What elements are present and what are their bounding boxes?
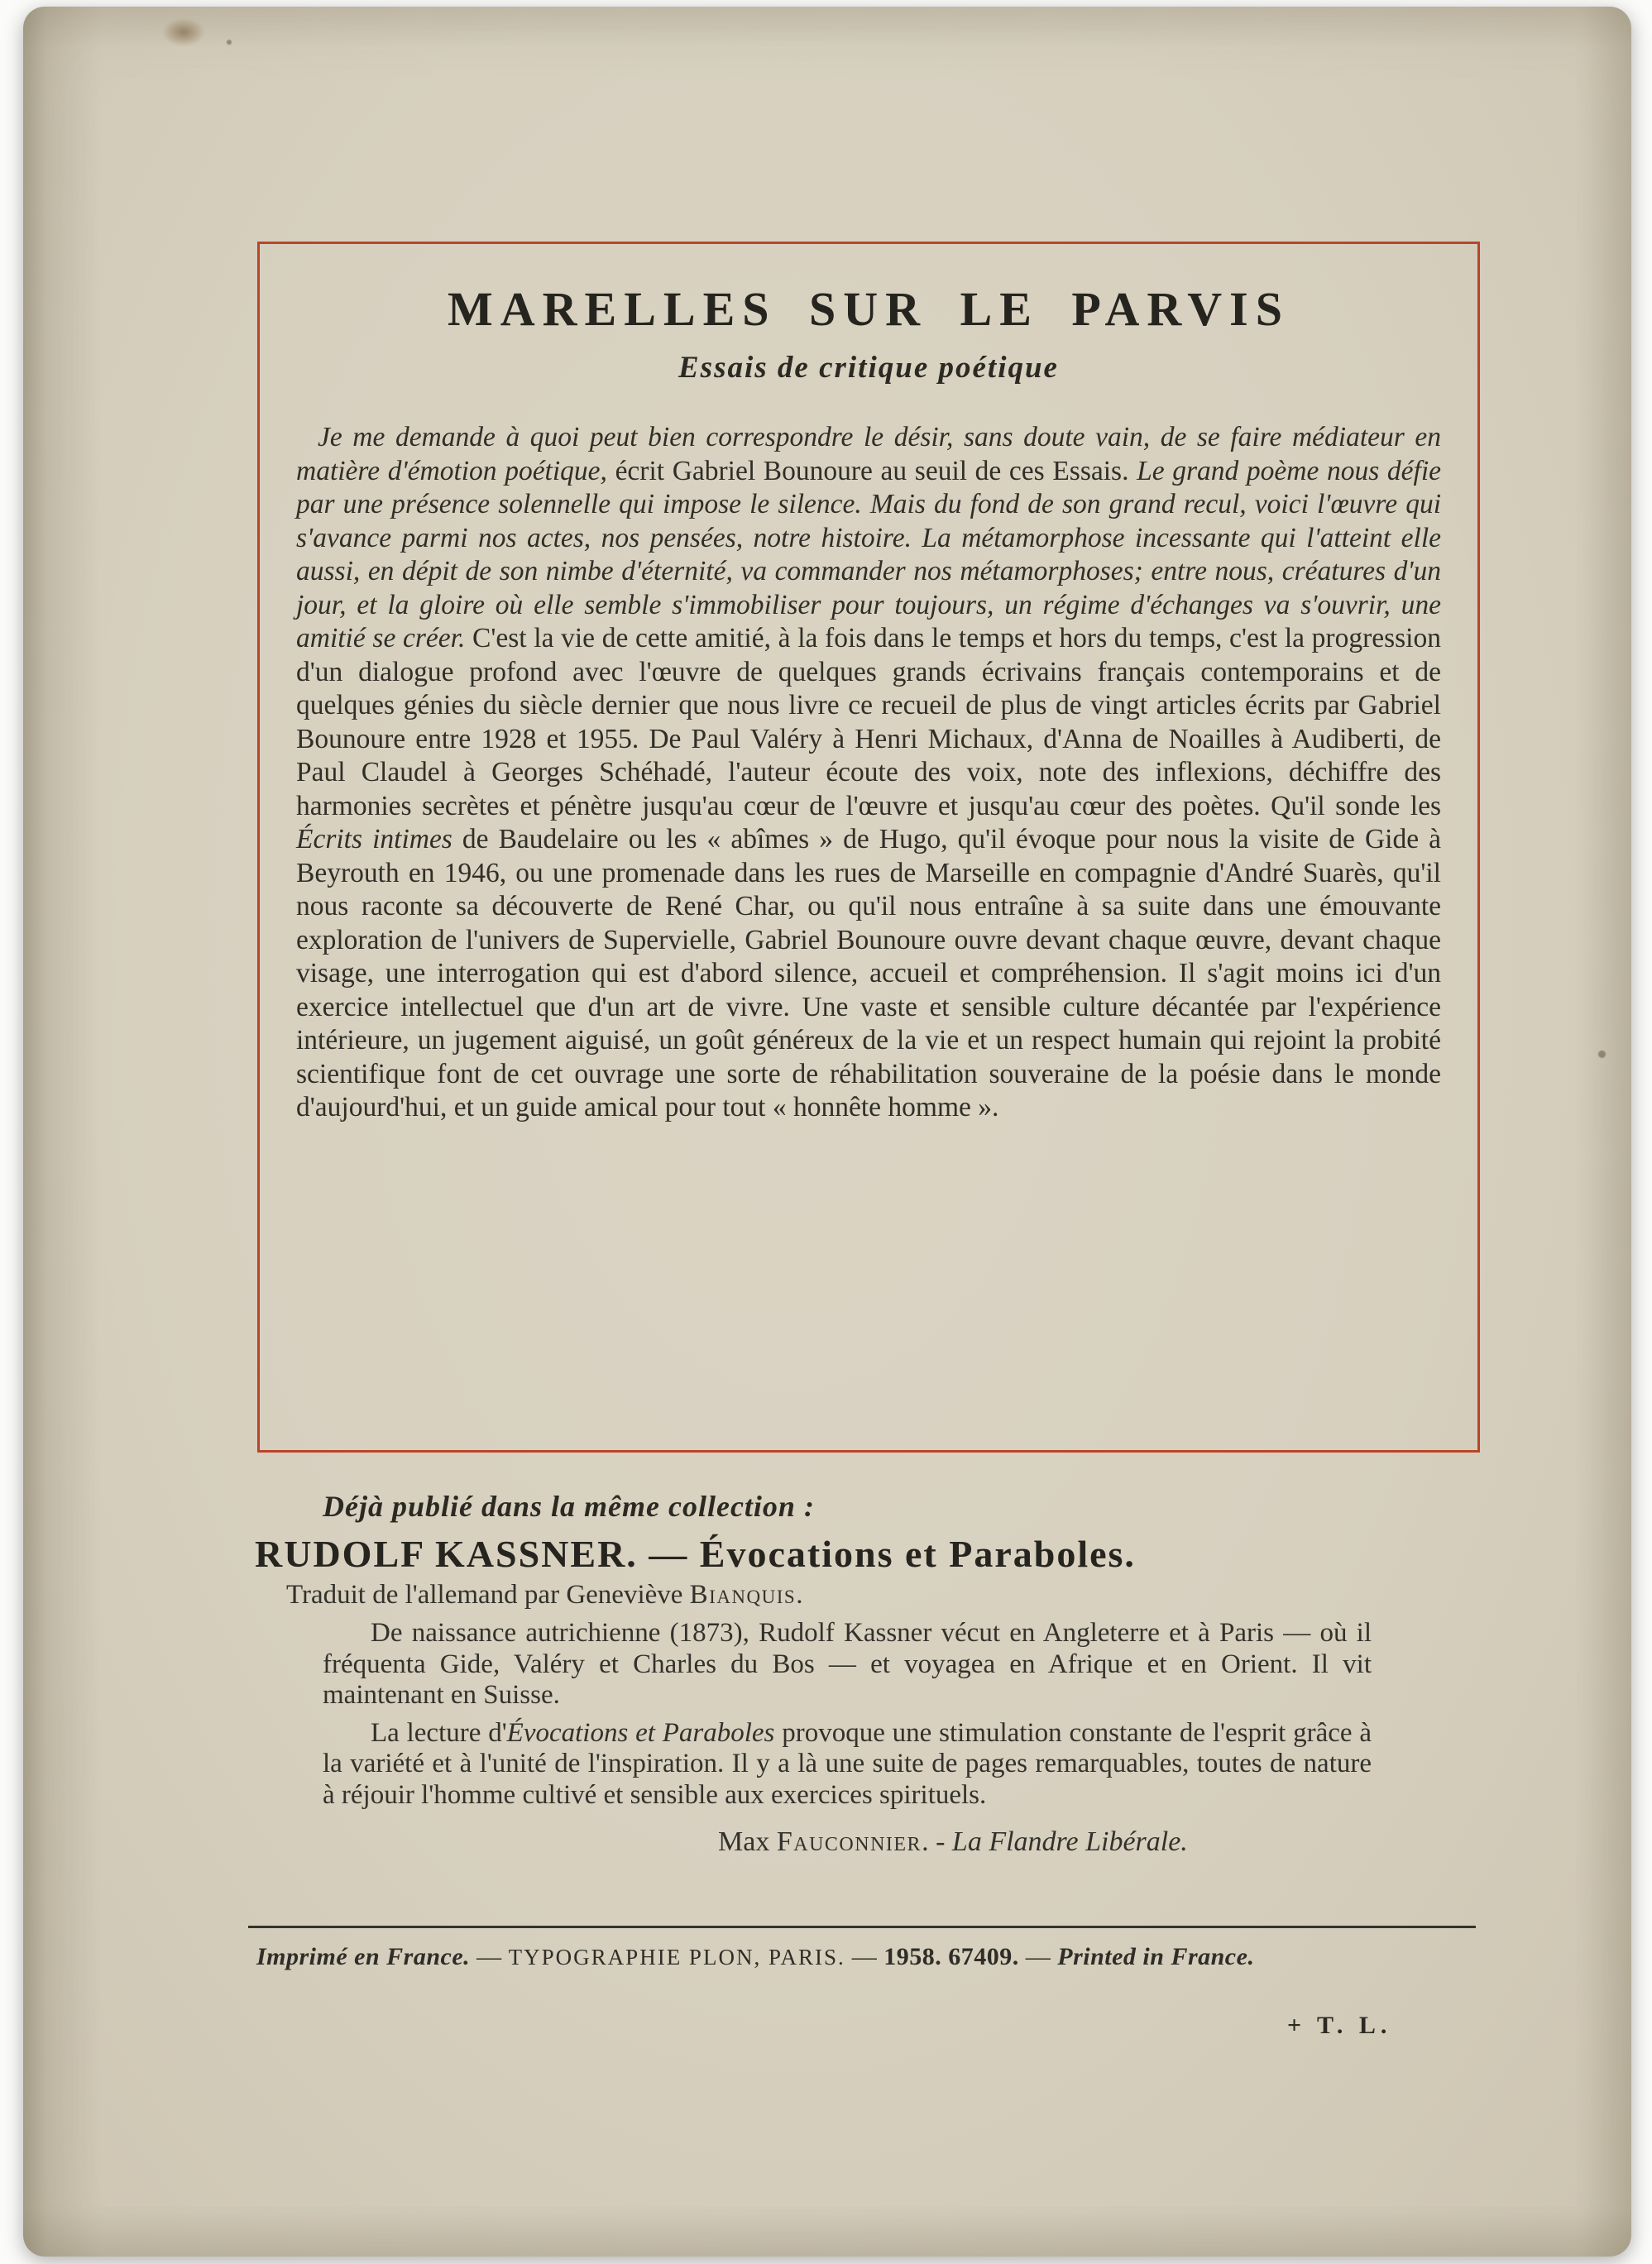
translator-line [286, 1578, 1377, 1611]
imprint-divider [248, 1926, 1476, 1928]
text-segment: Imprimé en France. [256, 1943, 471, 1970]
paper-speck [1598, 1051, 1606, 1058]
handwritten-mark: + T. L. [1287, 2012, 1392, 2039]
text-segment: De naissance autrichienne (1873), Rudolf Kassner vécut en Angleterre et à Paris — où il fréquenta Gide, Valéry et Charles du Bos — et voyagea en Afrique et en Orient. Il vit maintenant en Suisse. [323, 1618, 1372, 1710]
text-segment: . - [922, 1826, 952, 1857]
text-segment: de Baudelaire ou les « abîmes » de Hugo, qu'il évoque pour nous la visite de Gide à Beyrouth en 1946, ou une promenade dans les rues de Marseille en compagnie d'André Suarès, qu'il nous raconte sa découverte de René Char, ou qu'il nous entraîne à sa suite dans une émouvante exploration de l'univers de Supervielle, Gabriel Bounoure ouvre devant chaque œuvre, devant chaque visage, une interrogation qui est d'abord silence, accueil et compréhension. Il s'agit moins ici d'un exercice intellectuel que d'un art de vivre. Une vaste et sensible culture décantée par l'expérience intérieure, un jugement aiguisé, un goût généreux de la vie et un respect humain qui rejoint la probité scientifique font de cet ouvrage une sorte de réhabilitation souveraine de la poésie dans le monde d'aujourd'hui, et un guide amical pour tout « honnête homme ». [296, 824, 1441, 1122]
review-attribution [718, 1826, 1377, 1859]
book-subtitle: Essais de critique poétique [678, 351, 1059, 385]
text-segment: Écrits intimes [296, 824, 453, 854]
text-segment: . [796, 1580, 803, 1610]
text-segment: écrit Gabriel Bounoure au seuil de ces Essais. [615, 455, 1137, 486]
text-segment: La Flandre Libérale. [951, 1826, 1188, 1857]
text-segment: Max [718, 1826, 777, 1857]
text-segment: Évocations et Paraboles [506, 1717, 775, 1748]
paper [23, 7, 1631, 2257]
collection-paragraph-2 [323, 1718, 1372, 1812]
collection-heading: Déjà publié dans la même collection : [323, 1490, 815, 1523]
text-segment: 1958. 67409. [883, 1943, 1019, 1970]
text-segment: — [1018, 1943, 1058, 1970]
text-segment: Je me demande à quoi peut bien correspondre le désir, sans doute vain, de se faire médiateur en matière d'émotion poétique, [296, 422, 1441, 486]
text-segment: TYPOGRAPHIE PLON, PARIS. [508, 1945, 845, 1970]
collection-paragraph-1 [323, 1618, 1372, 1711]
text-segment: Printed in France. [1057, 1943, 1255, 1970]
text-segment: Fauconnier [776, 1826, 922, 1857]
text-segment: C'est la vie de cette amitié, à la fois dans le temps et hors du temps, c'est la progression d'un dialogue profond avec l'œuvre de quelques grands écrivains français contemporains et de quelques génies du siècle dernier que nous livre ce recueil de plus de vingt articles écrits par Gabriel Bounoure entre 1928 et 1955. De Paul Valéry à Henri Michaux, d'Anna de Noailles à Audiberti, de Paul Claudel à Georges Schéhadé, l'auteur écoute des voix, note des inflexions, déchiffre des harmonies secrètes et pénètre jusqu'au cœur de l'œuvre et jusqu'au cœur des poètes. Qu'il sonde les [296, 623, 1441, 821]
paper-speck [227, 40, 232, 45]
text-segment: Bianquis [689, 1580, 797, 1610]
blurb-text [296, 421, 1441, 1125]
text-segment: Le grand poème nous défie par une présence solennelle qui impose le silence. Mais du fond de son grand recul, voici l'œuvre qui s'avance parmi nos actes, nos pensées, notre histoire. La métamorphose incessante qui l'atteint elle aussi, en dépit de son nimbe d'éternité, va commander nos métamorphoses; entre nous, créatures d'un jour, et la gloire où elle semble s'immobiliser pour toujours, un régime d'échanges va s'ouvrir, une amitié se créer. [296, 455, 1441, 653]
text-segment: provoque une stimulation constante de l'esprit grâce à la variété et à l'unité de l'inspiration. Il y a là une suite de pages remarquables, toutes de nature à réjouir l'homme cultivé et sensible aux exercices spirituels. [323, 1717, 1372, 1810]
collection-section [255, 1489, 1377, 1859]
imprint-line [256, 1942, 1472, 1972]
text-segment: — [470, 1943, 509, 1970]
blurb-frame [257, 242, 1480, 1453]
text-segment: — [845, 1943, 884, 1970]
collection-book-line: RUDOLF KASSNER. — Évocations et Paraboles. [255, 1533, 1136, 1575]
paper-stain [162, 18, 205, 46]
book-title: MARELLES SUR LE PARVIS [448, 282, 1290, 336]
text-segment: Traduit de l'allemand par Geneviève [286, 1580, 690, 1610]
text-segment: La lecture d' [371, 1717, 507, 1748]
